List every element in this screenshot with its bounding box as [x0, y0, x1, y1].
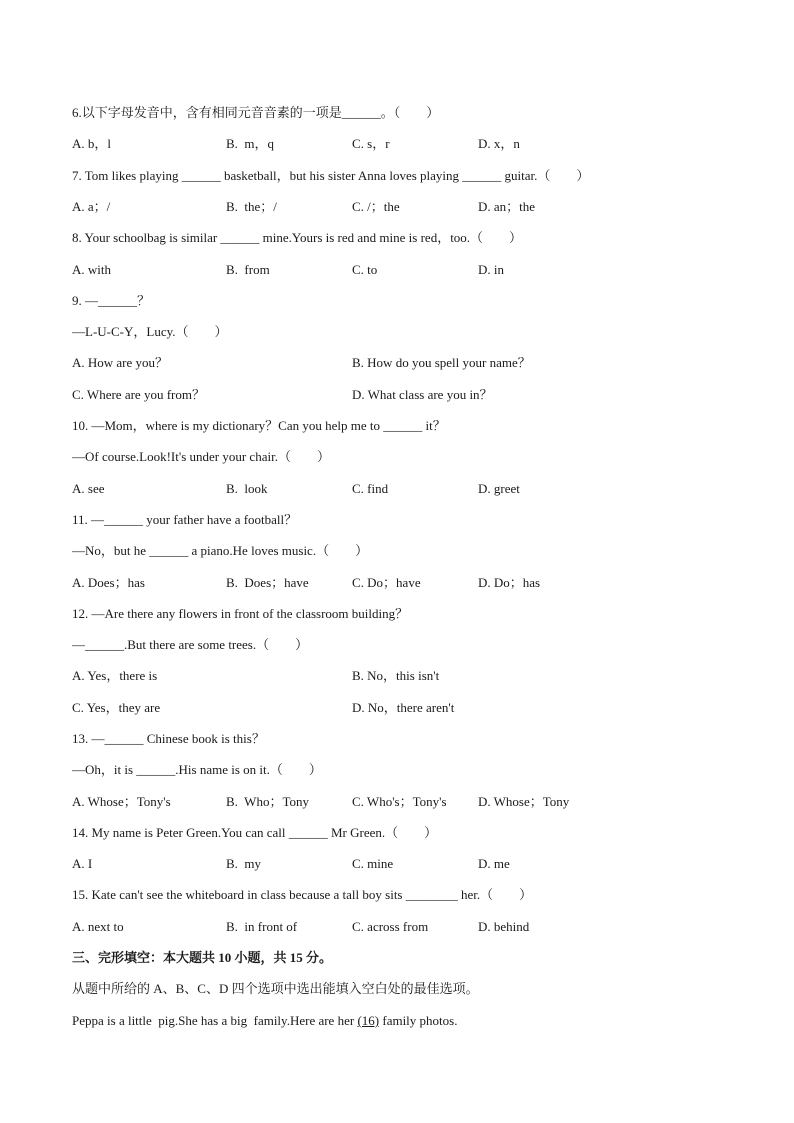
passage-text: family photos.: [379, 1013, 458, 1028]
answer-option[interactable]: B. the；/: [226, 199, 277, 214]
answer-option[interactable]: D. What class are you in？: [352, 387, 493, 402]
section-instruction: 从题中所给的 A、B、C、D 四个选项中选出能填入空白处的最佳选项。: [72, 981, 479, 996]
answer-option[interactable]: A. see: [72, 481, 105, 496]
answer-option[interactable]: D. x，n: [478, 136, 520, 151]
answer-option[interactable]: D. Do；has: [478, 575, 541, 590]
answer-option[interactable]: C. mine: [352, 856, 394, 871]
question-stem: —______.But there are some trees.（ ）: [72, 637, 309, 652]
answer-option[interactable]: B. Does；have: [226, 575, 309, 590]
answer-option[interactable]: B. No，this isn't: [352, 668, 440, 683]
answer-option[interactable]: A. How are you？: [72, 355, 169, 370]
answer-option[interactable]: C. Where are you from？: [72, 387, 205, 402]
answer-option[interactable]: D. in: [478, 262, 504, 277]
question-stem: —Oh，it is ______.His name is on it.（ ）: [72, 762, 322, 777]
answer-option[interactable]: D. me: [478, 856, 510, 871]
answer-option[interactable]: A. next to: [72, 919, 124, 934]
answer-option[interactable]: C. /；the: [352, 199, 400, 214]
answer-option[interactable]: B. from: [226, 262, 270, 277]
answer-option[interactable]: D. Whose；Tony: [478, 794, 570, 809]
answer-option[interactable]: B. look: [226, 481, 268, 496]
question-stem: —Of course.Look!It's under your chair.（ ）: [72, 449, 330, 464]
answer-option[interactable]: A. I: [72, 856, 93, 871]
answer-option[interactable]: A. a；/: [72, 199, 111, 214]
answer-option[interactable]: C. Who's；Tony's: [352, 794, 447, 809]
answer-option[interactable]: B. m，q: [226, 136, 275, 151]
answer-option[interactable]: A. Does；has: [72, 575, 145, 590]
answer-option[interactable]: A. Whose；Tony's: [72, 794, 171, 809]
answer-option[interactable]: A. with: [72, 262, 111, 277]
answer-option[interactable]: A. b，l: [72, 136, 112, 151]
question-stem: 11. —______ your father have a football？: [72, 512, 298, 527]
answer-option[interactable]: C. s，r: [352, 136, 390, 151]
question-stem: 13. —______ Chinese book is this？: [72, 731, 265, 746]
answer-option[interactable]: C. Yes，they are: [72, 700, 161, 715]
answer-option[interactable]: A. Yes，there is: [72, 668, 158, 683]
blank-number-16: (16): [357, 1013, 380, 1028]
question-stem: —L-U-C-Y，Lucy.（ ）: [72, 324, 228, 339]
passage-text: Peppa is a little pig.She has a big family.Here are her: [72, 1013, 358, 1028]
answer-option[interactable]: C. across from: [352, 919, 429, 934]
question-stem: 10. —Mom，where is my dictionary？Can you help me to ______ it？: [72, 418, 446, 433]
answer-option[interactable]: B. in front of: [226, 919, 298, 934]
question-stem: 14. My name is Peter Green.You can call ______ Mr Green.（ ）: [72, 825, 438, 840]
answer-option[interactable]: C. Do；have: [352, 575, 421, 590]
question-stem: 8. Your schoolbag is similar ______ mine.Yours is red and mine is red，too.（ ）: [72, 230, 523, 245]
answer-option[interactable]: D. an；the: [478, 199, 536, 214]
question-stem: 6.以下字母发音中，含有相同元音音素的一项是______。（ ）: [72, 105, 440, 120]
passage-first-line: [72, 1012, 457, 1030]
question-stem: 7. Tom likes playing ______ basketball，but his sister Anna loves playing ______ guitar.（ ）: [72, 168, 590, 183]
answer-option[interactable]: D. greet: [478, 481, 520, 496]
section-heading: 三、完形填空：本大题共 10 小题，共 15 分。: [72, 950, 333, 965]
question-stem: 15. Kate can't see the whiteboard in class because a tall boy sits ________ her.（ ）: [72, 887, 533, 902]
answer-option[interactable]: B. How do you spell your name？: [352, 355, 531, 370]
answer-option[interactable]: D. behind: [478, 919, 530, 934]
answer-option[interactable]: C. to: [352, 262, 378, 277]
question-stem: 9. —______？: [72, 293, 151, 308]
answer-option[interactable]: B. my: [226, 856, 262, 871]
answer-option[interactable]: B. Who；Tony: [226, 794, 309, 809]
answer-option[interactable]: D. No，there aren't: [352, 700, 455, 715]
answer-option[interactable]: C. find: [352, 481, 389, 496]
question-stem: 12. —Are there any flowers in front of the classroom building？: [72, 606, 409, 621]
question-stem: —No，but he ______ a piano.He loves music.（ ）: [72, 543, 369, 558]
